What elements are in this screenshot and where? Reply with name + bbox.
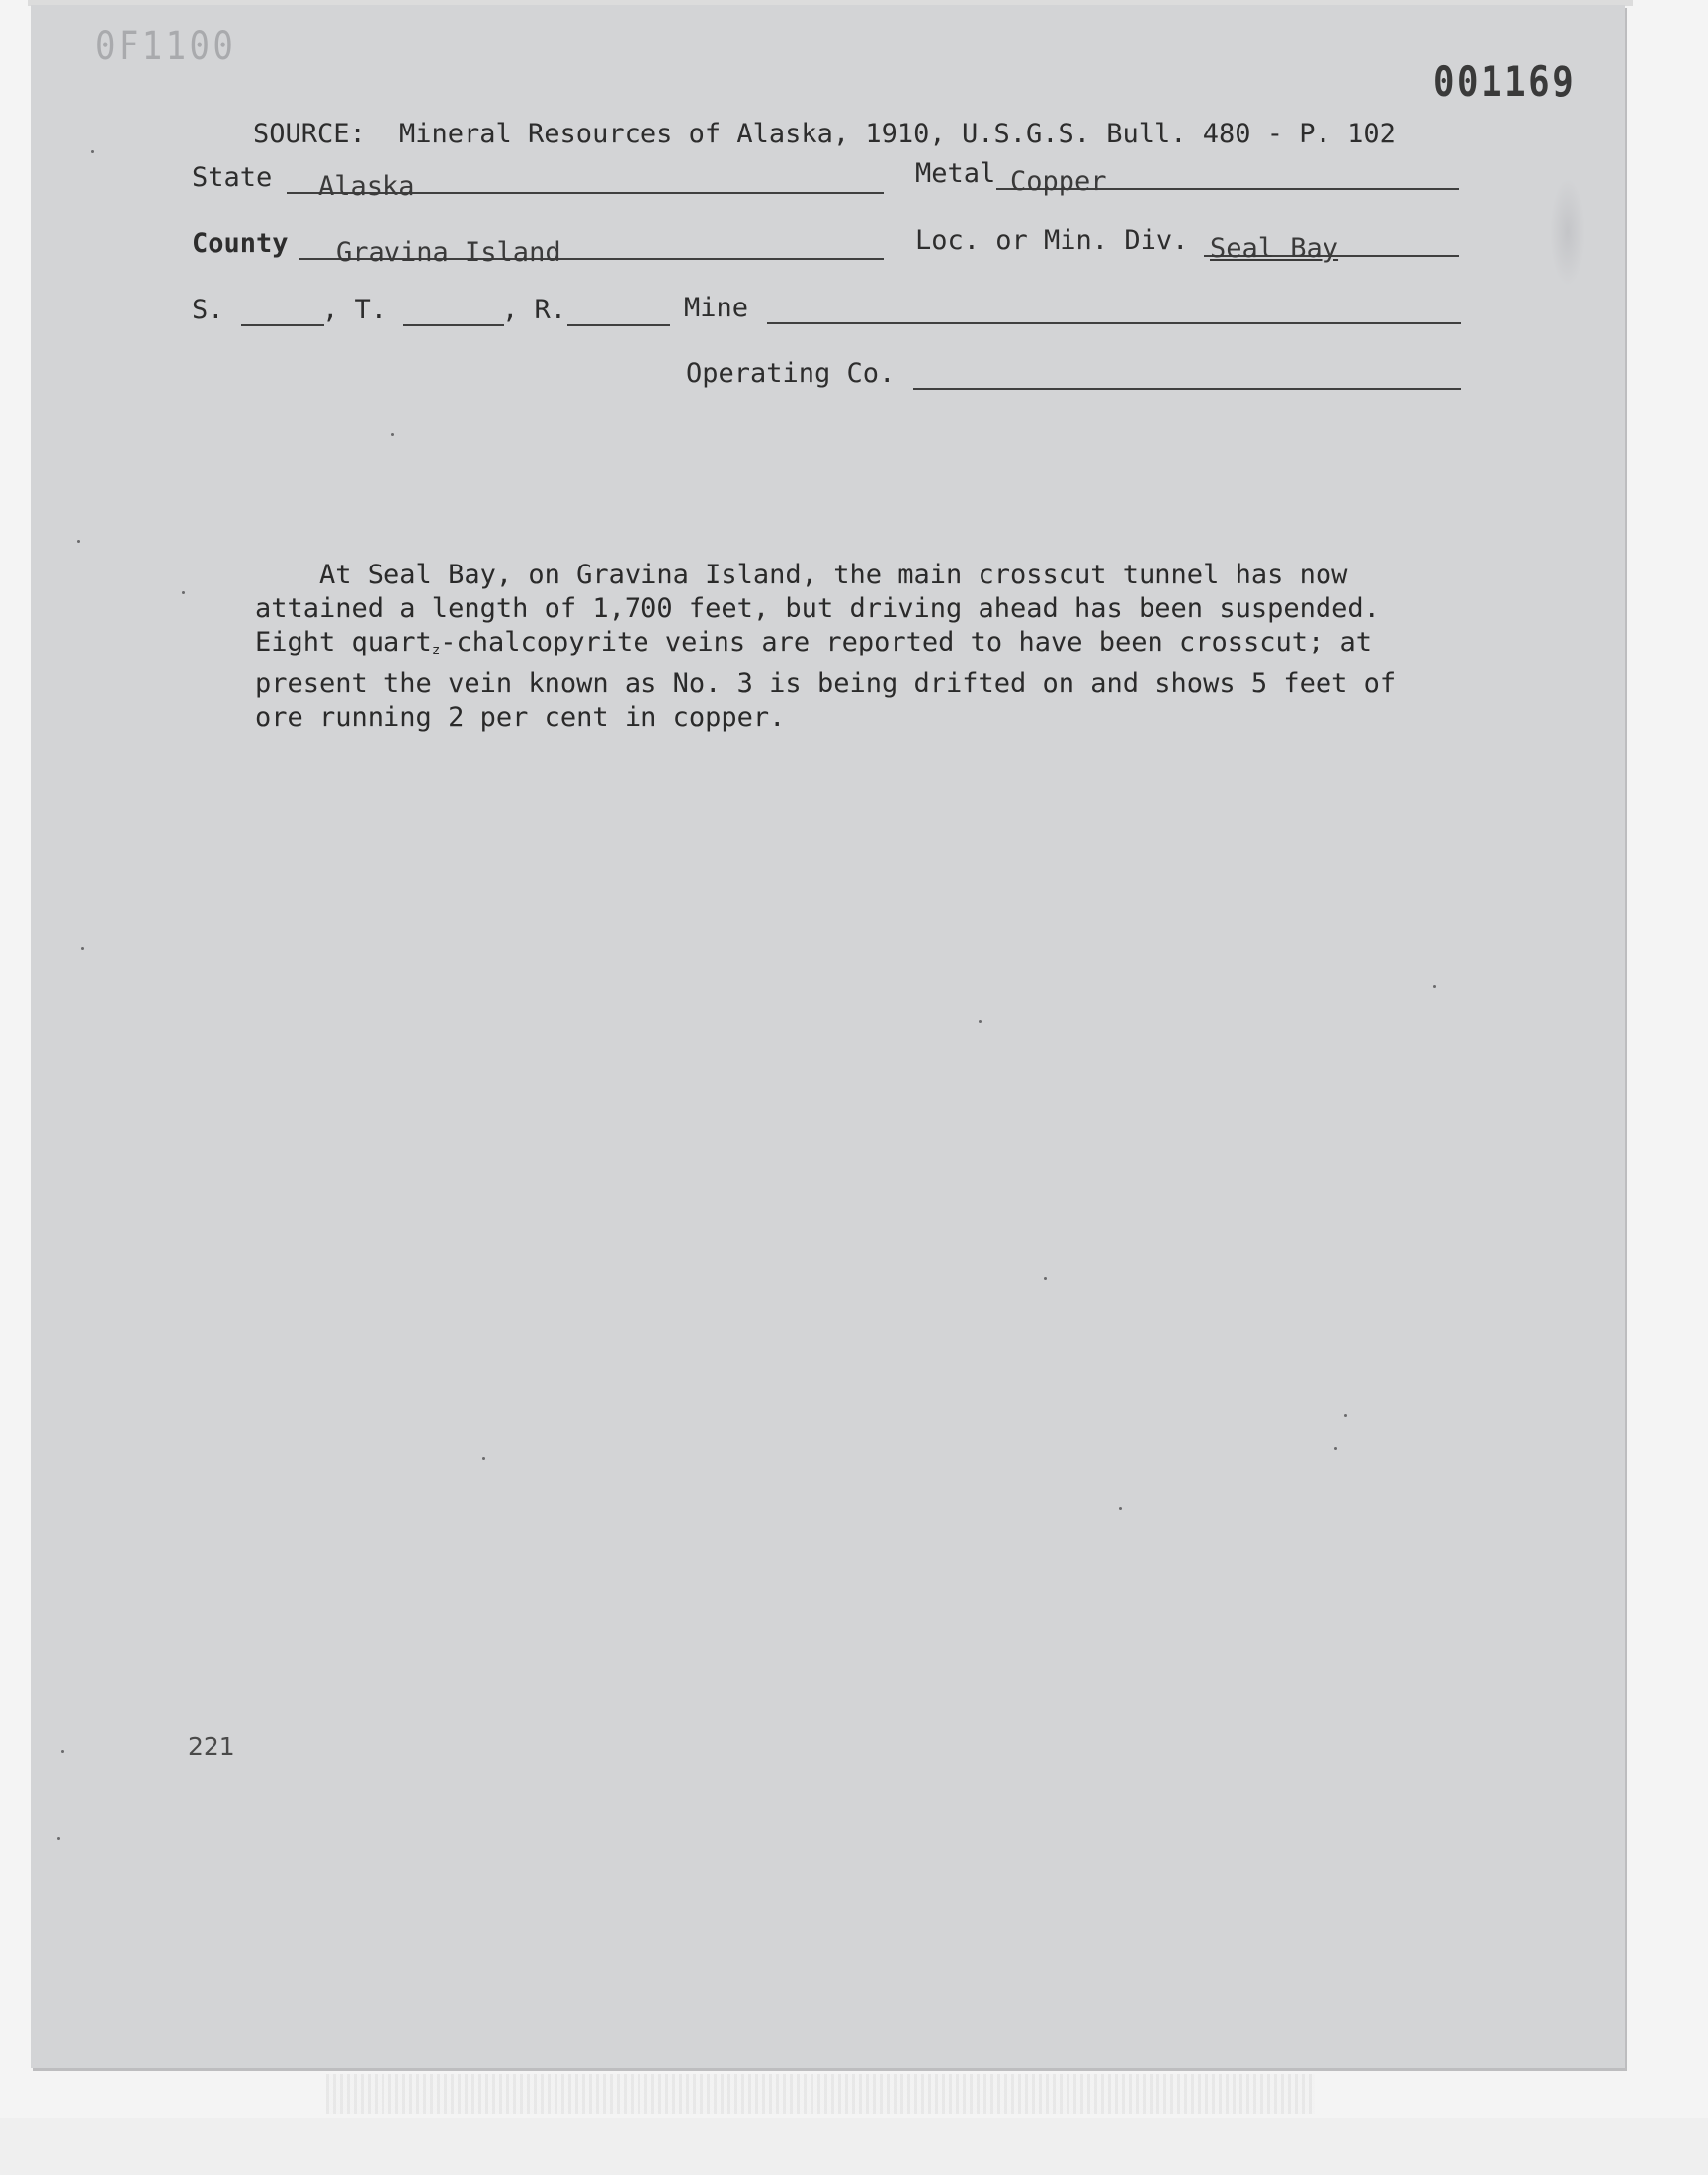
range-label: , R. bbox=[502, 295, 567, 325]
speck bbox=[57, 1837, 60, 1840]
speck bbox=[182, 591, 185, 594]
scan-bottom-smudge bbox=[326, 2074, 1315, 2114]
range-underline bbox=[567, 324, 670, 326]
description-line-3-subscript: z bbox=[431, 643, 441, 658]
county-value: Gravina Island bbox=[336, 237, 561, 268]
speck bbox=[482, 1457, 485, 1460]
speck bbox=[1119, 1507, 1122, 1510]
speck bbox=[91, 150, 94, 153]
loc-label: Loc. or Min. Div. bbox=[915, 225, 1189, 256]
speck bbox=[391, 433, 394, 436]
source-value: Mineral Resources of Alaska, 1910, U.S.G.S. Bull. 480 - P. 102 bbox=[399, 119, 1396, 149]
page-number: 221 bbox=[188, 1732, 235, 1761]
speck bbox=[1344, 1414, 1347, 1417]
section-label: S. bbox=[192, 295, 224, 325]
mine-underline bbox=[767, 322, 1461, 324]
document-sheet bbox=[31, 5, 1625, 2068]
speck bbox=[61, 1750, 64, 1753]
source-label: SOURCE: bbox=[253, 119, 366, 149]
speck bbox=[77, 540, 80, 543]
metal-label: Metal bbox=[915, 158, 996, 189]
metal-value: Copper bbox=[1010, 166, 1107, 197]
speck bbox=[1334, 1447, 1337, 1450]
paper-stain bbox=[1550, 178, 1585, 287]
township-underline bbox=[403, 324, 504, 326]
state-value: Alaska bbox=[318, 171, 415, 202]
state-label: State bbox=[192, 162, 273, 193]
speck bbox=[979, 1020, 982, 1023]
description-line-3a: Eight quart bbox=[255, 627, 432, 657]
record-stamp-number: 001169 bbox=[1433, 57, 1577, 106]
county-label: County bbox=[192, 228, 289, 259]
description-line-1: At Seal Bay, on Gravina Island, the main crosscut tunnel has now bbox=[255, 560, 1348, 590]
speck bbox=[1433, 985, 1436, 988]
section-underline bbox=[241, 324, 324, 326]
description-line-5: ore running 2 per cent in copper. bbox=[255, 702, 786, 733]
description-paragraph bbox=[255, 559, 1481, 735]
scan-bottom-margin bbox=[0, 2118, 1708, 2175]
description-line-2: attained a length of 1,700 feet, but driving ahead has been suspended. bbox=[255, 593, 1380, 624]
description-line-4: present the vein known as No. 3 is being drifted on and shows 5 feet of bbox=[255, 668, 1397, 699]
loc-value: Seal Bay bbox=[1210, 233, 1339, 264]
speck bbox=[1044, 1277, 1047, 1280]
faint-stamp-number: 0F1100 bbox=[95, 24, 237, 69]
description-line-3b: -chalcopyrite veins are reported to have been crosscut; at bbox=[440, 627, 1373, 657]
operating-co-underline bbox=[913, 388, 1461, 390]
speck bbox=[81, 947, 84, 950]
township-label: , T. bbox=[322, 295, 387, 325]
mine-label: Mine bbox=[684, 293, 749, 323]
operating-co-label: Operating Co. bbox=[686, 358, 896, 389]
